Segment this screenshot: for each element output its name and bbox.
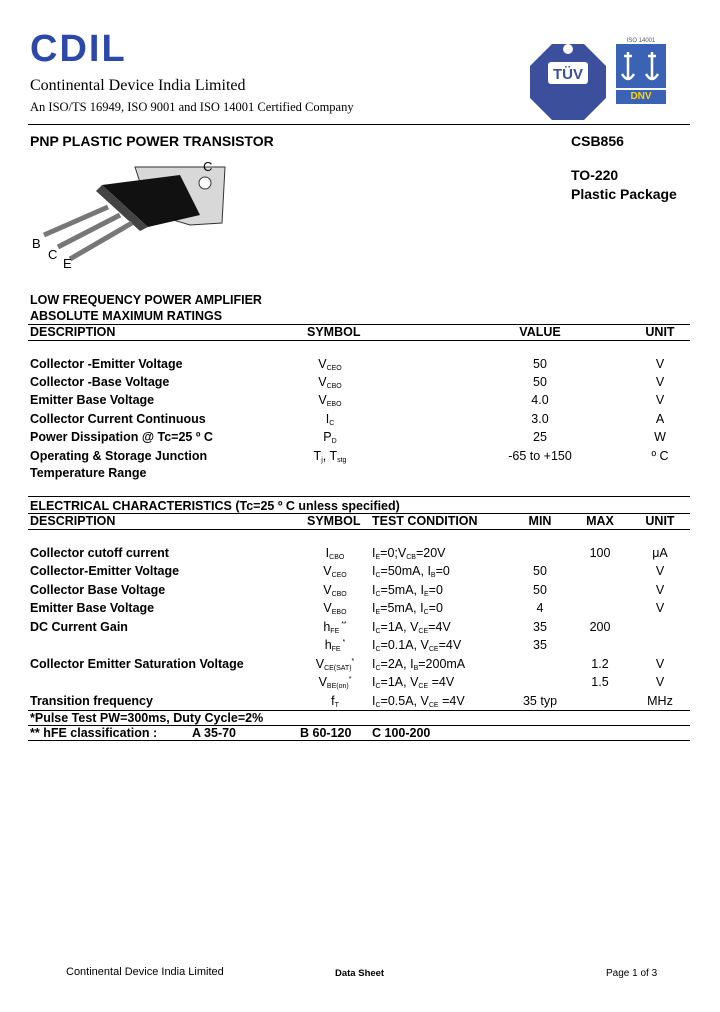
- abs-row-unit: A: [655, 412, 665, 426]
- elec-row-symbol: $I_{CBO}$: [325, 546, 345, 561]
- elec-col-description: DESCRIPTION: [30, 514, 116, 528]
- elec-row-min: 35 typ: [522, 694, 558, 708]
- hfe-class-a: A 35-70: [192, 726, 237, 740]
- abs-row-symbol: $V_{CEO}$: [318, 357, 342, 372]
- elec-row-description: Collector-Emitter Voltage: [30, 564, 180, 578]
- abs-row-symbol: $T_j$, $T_{stg}$: [313, 449, 347, 464]
- elec-heading: ELECTRICAL CHARACTERISTICS (Tc=25 º C unless specified): [30, 499, 400, 513]
- elec-row-max: 1.5: [591, 675, 609, 689]
- product-title: PNP PLASTIC POWER TRANSISTOR: [30, 133, 274, 149]
- elec-row-min: 4: [536, 601, 544, 615]
- tuv-label: TÜV: [553, 66, 583, 83]
- elec-row-symbol: $V_{CBO}$: [323, 583, 347, 598]
- abs-row-value: 25: [533, 430, 547, 444]
- pin-label-e: E: [63, 256, 72, 271]
- elec-col-unit: UNIT: [645, 514, 675, 528]
- elec-row-unit: V: [655, 583, 665, 597]
- package-type: TO-220: [571, 167, 619, 183]
- abs-row-unit: W: [654, 430, 666, 444]
- tuv-certification-badge: [528, 42, 608, 122]
- dnv-certification-badge: [616, 38, 666, 110]
- elec-row-symbol: $h_{FE}$ **: [323, 620, 347, 635]
- abs-row-description: Emitter Base Voltage: [30, 393, 155, 407]
- company-name: Continental Device India Limited: [30, 77, 246, 94]
- abs-desc-continued: Temperature Range: [30, 466, 147, 480]
- abs-row-value: -65 to +150: [508, 449, 572, 463]
- elec-row-symbol: $V_{EBO}$: [323, 601, 347, 616]
- elec-row-max: 1.2: [591, 657, 609, 671]
- elec-row-description: Transition frequency: [30, 694, 153, 708]
- elec-row-description: Collector Base Voltage: [30, 583, 166, 597]
- footer-company: Continental Device India Limited: [66, 966, 224, 978]
- abs-col-symbol: SYMBOL: [307, 325, 361, 339]
- to220-package-drawing: [30, 155, 230, 273]
- elec-row-description: DC Current Gain: [30, 620, 128, 634]
- elec-row-max: 100: [589, 546, 611, 560]
- elec-row-test-condition: $I_E=5mA$, $I_C=0$: [372, 601, 443, 616]
- elec-row-description: Emitter Base Voltage: [30, 601, 155, 615]
- elec-col-test: TEST CONDITION: [372, 514, 478, 528]
- elec-row-description: Collector Emitter Saturation Voltage: [30, 657, 244, 671]
- abs-max-heading: ABSOLUTE MAXIMUM RATINGS: [30, 309, 223, 323]
- elec-row-symbol: $h_{FE}$ *: [324, 638, 346, 653]
- elec-row-test-condition: $I_C=1A$, $V_{CE}=4V$: [372, 620, 451, 635]
- abs-row-symbol: $V_{CBO}$: [318, 375, 342, 390]
- elec-row-test-condition: $I_C=1A$, $V_{CE} =4V$: [372, 675, 455, 690]
- abs-row-unit: V: [655, 375, 665, 389]
- elec-row-symbol: $f_T$: [331, 694, 339, 709]
- header-divider: [28, 124, 690, 125]
- abs-col-description: DESCRIPTION: [30, 325, 116, 339]
- elec-row-symbol: $V_{CE(SAT)}^*$: [315, 657, 355, 672]
- abs-row-description: Collector -Emitter Voltage: [30, 357, 183, 371]
- abs-row-value: 4.0: [531, 393, 549, 407]
- elec-row-test-condition: $I_C=0.5A$, $V_{CE} =4V$: [372, 694, 465, 709]
- abs-row-unit: V: [655, 357, 665, 371]
- certification-line: An ISO/TS 16949, ISO 9001 and ISO 14001 Certified Company: [30, 100, 354, 114]
- pulse-note: *Pulse Test PW=300ms, Duty Cycle=2%: [30, 711, 264, 725]
- company-logo: CDIL: [30, 28, 127, 70]
- part-number: CSB856: [571, 133, 624, 149]
- abs-row-unit: V: [655, 393, 665, 407]
- elec-row-min: 35: [533, 620, 547, 634]
- elec-row-test-condition: $I_E=0;V_{CB}=20V$: [372, 546, 446, 561]
- hfe-class-b: B 60-120: [300, 726, 352, 740]
- elec-row-min: 35: [533, 638, 547, 652]
- footer-page-number: Page 1 of 3: [606, 968, 658, 979]
- elec-row-unit: μA: [652, 546, 668, 560]
- abs-row-unit: º C: [651, 449, 669, 463]
- package-material: Plastic Package: [571, 186, 677, 202]
- abs-row-value: 50: [533, 375, 547, 389]
- abs-col-unit: UNIT: [645, 325, 675, 339]
- elec-row-unit: V: [655, 601, 665, 615]
- pin-label-c: C: [48, 247, 58, 262]
- elec-row-unit: V: [655, 564, 665, 578]
- elec-row-unit: MHz: [647, 694, 673, 708]
- abs-row-value: 3.0: [531, 412, 549, 426]
- dnv-label: DNV: [616, 90, 666, 104]
- abs-row-description: Operating & Storage Junction: [30, 449, 208, 463]
- footer-data-sheet: Data Sheet: [335, 968, 385, 979]
- dnv-iso-label: ISO 14001: [626, 38, 656, 44]
- elec-row-test-condition: $I_C=5mA$, $I_E=0$: [372, 583, 443, 598]
- elec-row-min: 50: [533, 564, 547, 578]
- elec-row-symbol: $V_{CEO}$: [323, 564, 347, 579]
- abs-row-description: Power Dissipation @ Tc=25 º C: [30, 430, 213, 444]
- elec-row-test-condition: $I_C=2A$, $I_B=200mA$: [372, 657, 466, 672]
- elec-row-symbol: $V_{BE(on)}^*$: [318, 675, 352, 690]
- elec-row-description: Collector cutoff current: [30, 546, 169, 560]
- elec-row-unit: V: [655, 657, 665, 671]
- application-heading: LOW FREQUENCY POWER AMPLIFIER: [30, 293, 262, 307]
- pin-label-b: B: [32, 236, 41, 251]
- elec-row-unit: V: [655, 675, 665, 689]
- pin-label-c-top: C: [203, 159, 213, 174]
- abs-row-description: Collector Current Continuous: [30, 412, 206, 426]
- elec-col-symbol: SYMBOL: [307, 514, 361, 528]
- elec-col-min: MIN: [528, 514, 552, 528]
- elec-row-min: 50: [533, 583, 547, 597]
- hfe-class-c: C 100-200: [372, 726, 431, 740]
- abs-col-value: VALUE: [519, 325, 561, 339]
- abs-row-symbol: $V_{EBO}$: [318, 393, 342, 408]
- hfe-classification-label: ** hFE classification :: [30, 726, 158, 740]
- elec-row-test-condition: $I_C=0.1A$, $V_{CE}=4V$: [372, 638, 462, 653]
- elec-row-test-condition: $I_C=50mA$, $I_B=0$: [372, 564, 450, 579]
- abs-row-description: Collector -Base Voltage: [30, 375, 170, 389]
- elec-col-max: MAX: [586, 514, 614, 528]
- elec-row-max: 200: [589, 620, 611, 634]
- abs-row-value: 50: [533, 357, 547, 371]
- abs-row-symbol: $I_C$: [325, 412, 335, 427]
- abs-row-symbol: $P_D$: [323, 430, 337, 445]
